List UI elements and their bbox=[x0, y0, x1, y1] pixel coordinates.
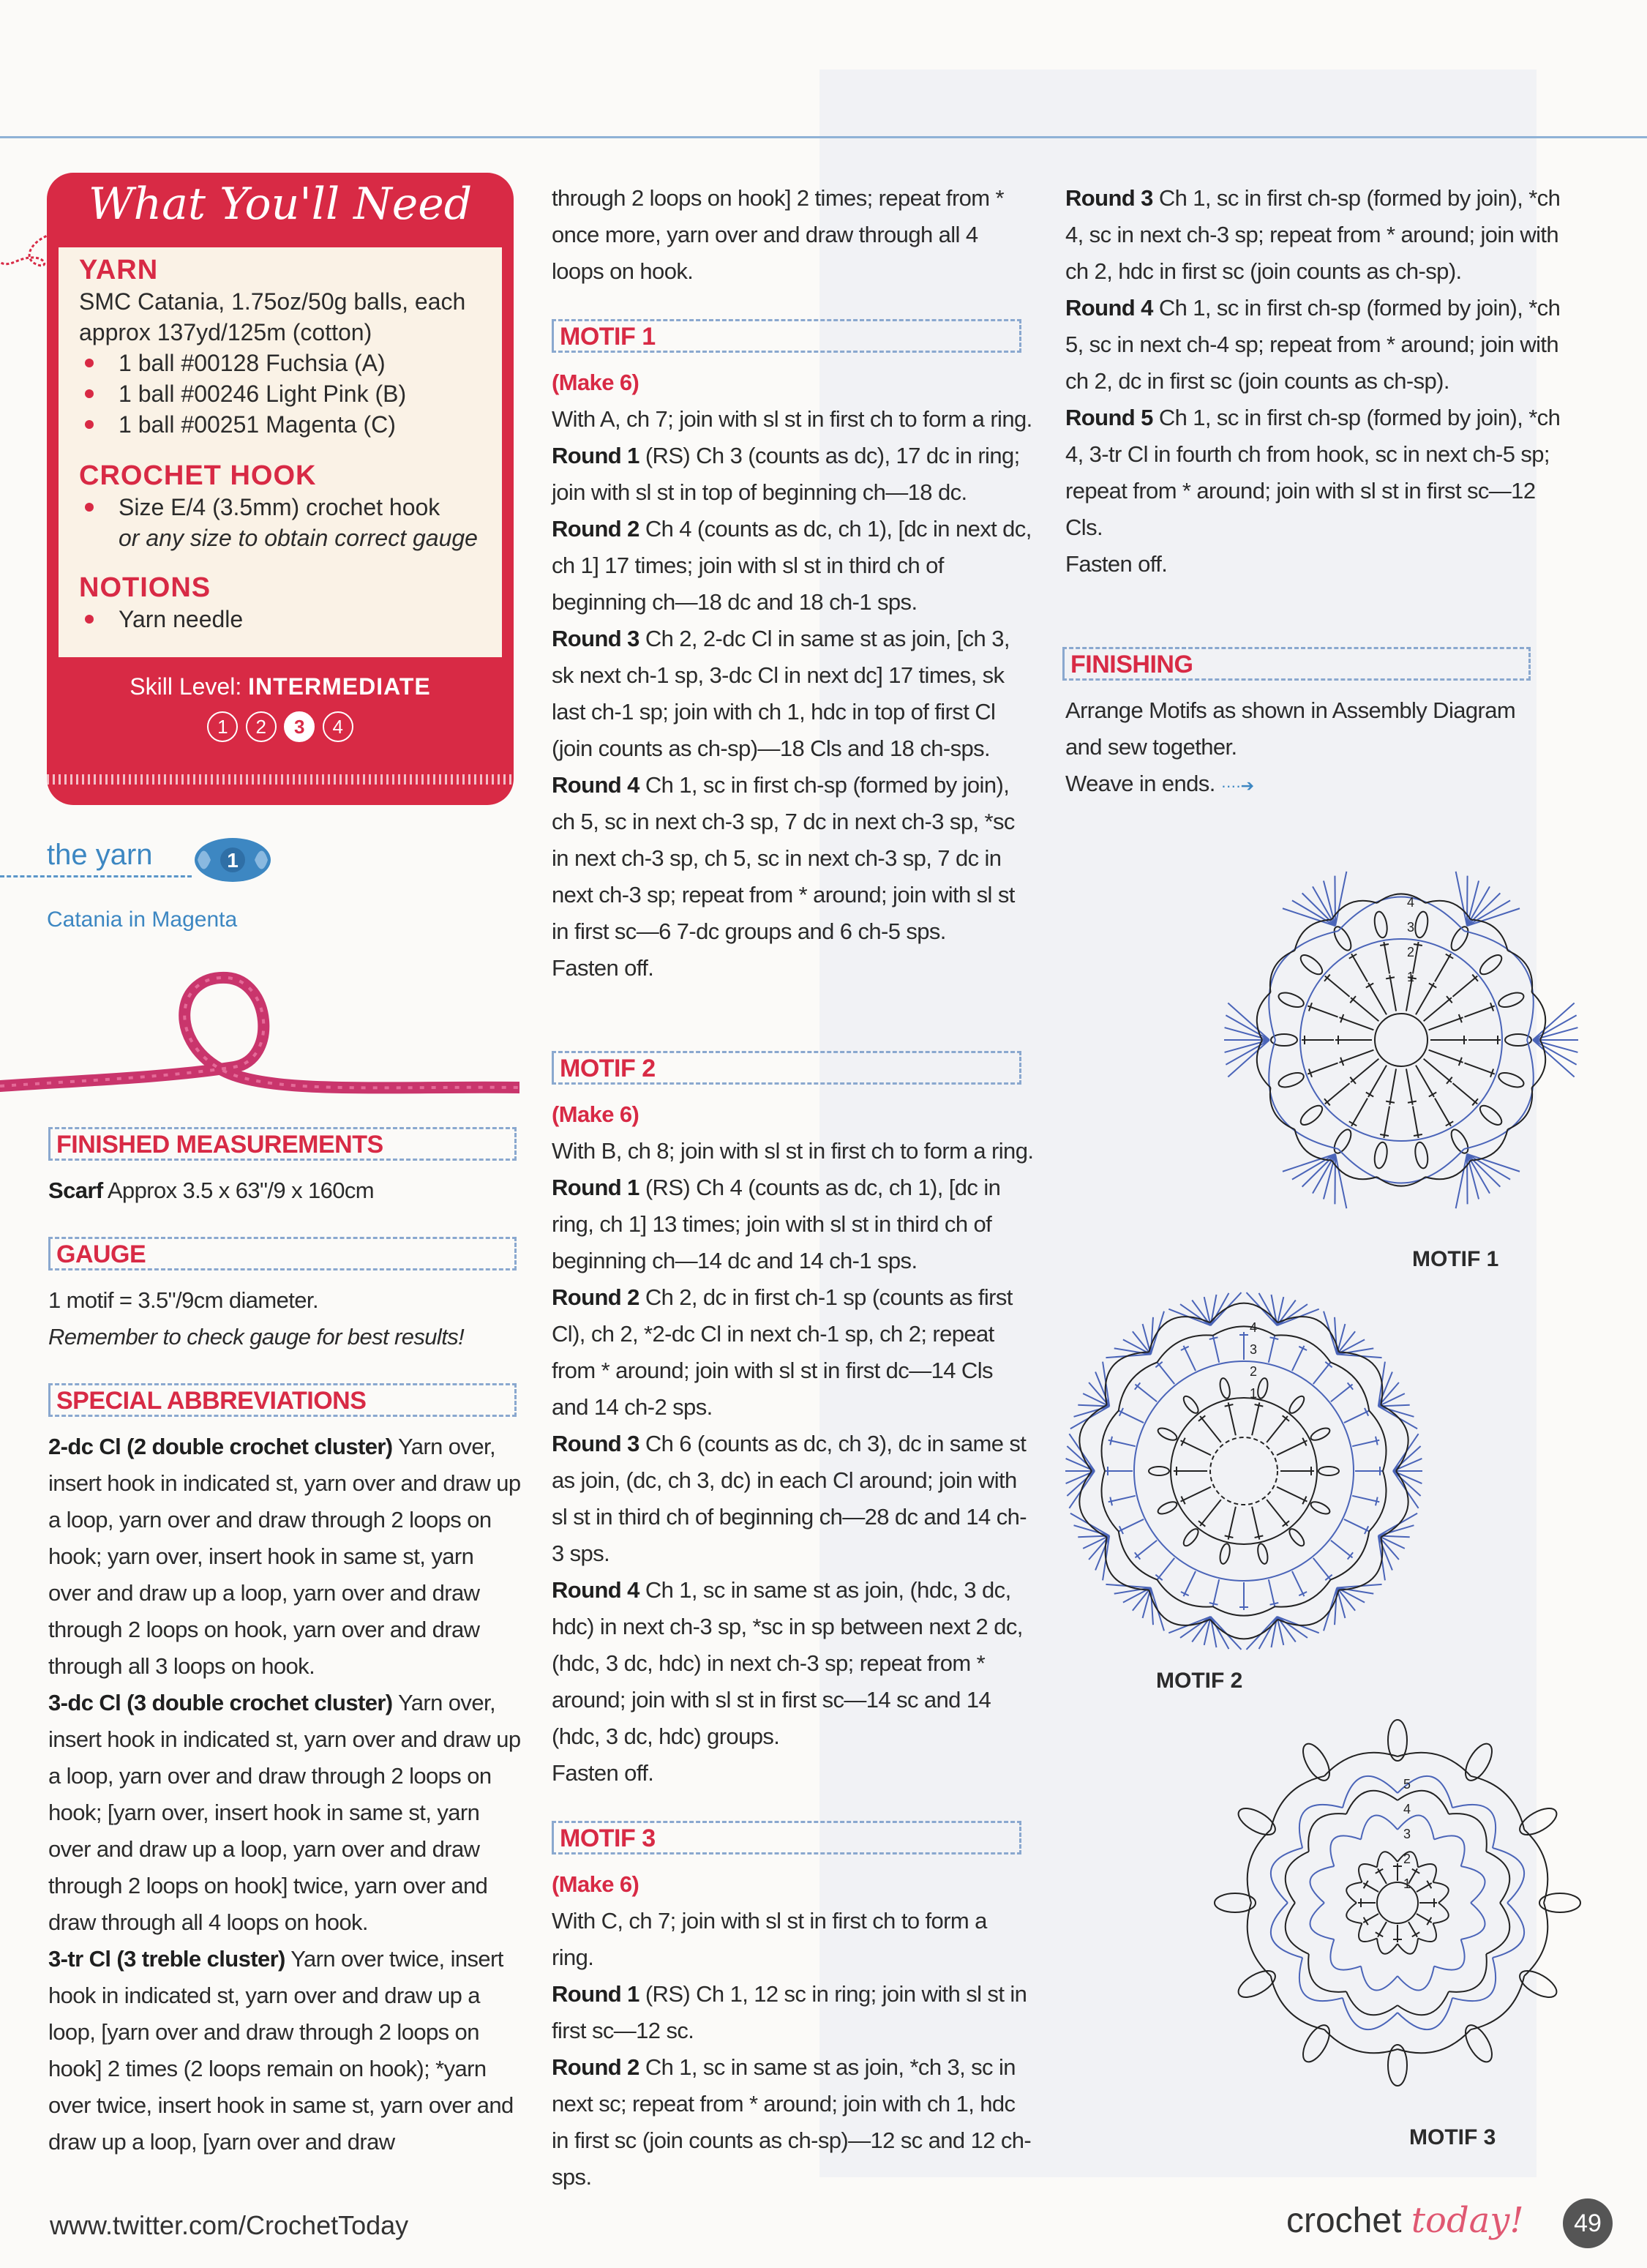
round5-chain bbox=[1524, 1830, 1547, 1903]
round2-chain bbox=[1377, 1852, 1397, 1867]
round1-dc bbox=[1267, 1500, 1288, 1526]
round3-cluster bbox=[1497, 1070, 1526, 1090]
yarn-item: 1 ball #00251 Magenta (C) bbox=[79, 409, 489, 440]
round5-chain bbox=[1324, 1753, 1397, 1776]
round4-chain bbox=[1271, 1848, 1302, 1903]
round1-dc bbox=[1277, 1440, 1307, 1455]
round3-dc bbox=[1331, 1385, 1353, 1402]
round3-chain bbox=[1330, 1835, 1361, 1866]
cluster-continuation: through 2 loops on hook] 2 times; repeat from * once more, yarn over and draw through all 4 loops on hook. bbox=[552, 185, 1005, 284]
round2-dc bbox=[1464, 1006, 1494, 1017]
round3-chain bbox=[1508, 951, 1533, 992]
round1-sc bbox=[1412, 1869, 1419, 1874]
round4-chain-inner bbox=[1286, 1903, 1309, 1954]
yarn-dash bbox=[0, 875, 192, 877]
round4-chain bbox=[1299, 1805, 1343, 1848]
round2-cluster bbox=[1149, 1467, 1169, 1475]
level-3-active: 3 bbox=[284, 711, 315, 742]
round2-cluster bbox=[1309, 1426, 1331, 1442]
stitch-edge bbox=[47, 774, 514, 785]
round4-chain bbox=[1452, 1958, 1496, 2001]
round4-chain bbox=[1338, 1149, 1464, 1183]
round3-cluster bbox=[1298, 951, 1326, 977]
abbreviation-item: 3-tr Cl (3 treble cluster) Yarn over twice, insert hook in indicated st, yarn over and draw up a loop, [yarn over and draw through 2 loops on hook] 2 times (2 loops remain on hook); *yarn over twice, insert hook in same st, yarn over and draw up a loop, [yarn over and draw bbox=[48, 1946, 514, 2155]
round5-chain bbox=[1397, 2029, 1471, 2053]
skill-value: INTERMEDIATE bbox=[248, 673, 431, 700]
round3-dc bbox=[1376, 1497, 1378, 1506]
motif1-heading: MOTIF 1 bbox=[552, 319, 1021, 353]
round3-chain bbox=[1377, 894, 1425, 902]
round3-chain bbox=[1377, 1177, 1425, 1186]
round3-chain bbox=[1310, 1866, 1334, 1903]
round3-dc bbox=[1110, 1497, 1112, 1506]
hook-note: or any size to obtain correct gauge bbox=[119, 525, 478, 551]
round3-dc bbox=[1110, 1437, 1112, 1445]
yarn-item: 1 ball #00128 Fuchsia (A) bbox=[79, 348, 489, 378]
round4-chain-inner bbox=[1397, 1991, 1449, 2015]
round1-dc bbox=[1366, 984, 1373, 988]
finishing-heading: FINISHING bbox=[1062, 647, 1531, 681]
special-abbreviations-heading: SPECIAL ABBREVIATIONS bbox=[48, 1383, 517, 1417]
round3-cluster bbox=[1331, 924, 1354, 953]
finishing-text: Arrange Motifs as shown in Assembly Diagram and sew together. Weave in ends. ····➔ bbox=[1065, 697, 1516, 796]
yarn-name: Catania in Magenta bbox=[47, 907, 238, 932]
round4-chain bbox=[1493, 1903, 1524, 1958]
motif2-heading: MOTIF 2 bbox=[552, 1051, 1021, 1085]
round3-chain bbox=[1361, 1815, 1397, 1839]
round2-dc bbox=[1435, 1099, 1451, 1126]
round3-dc bbox=[1158, 1362, 1175, 1384]
round1-dc bbox=[1368, 1066, 1387, 1097]
round4-chain-inner bbox=[1286, 1852, 1309, 1903]
motif3-rounds-cont: Round 3 Ch 1, sc in first ch-sp (formed by join), *ch 4, sc in next ch-3 sp; repeat from * around; join with ch 2, hdc in first sc (join counts as ch-sp). Round 4 Ch 1, sc in first ch-sp (formed by join), *ch 5, sc in next ch-4 sp; repeat from * around; join with ch 2, dc in first sc (join counts as ch-sp). Round 5 Ch 1, sc in first ch-sp (formed by join), *ch 4, 3-tr Cl in fourth ch from hook, sc in next ch-5 sp; repeat from * around; join with sl st in first sc—12 Cls. Fasten off. bbox=[1065, 185, 1561, 577]
round4-chain-inner bbox=[1449, 1954, 1487, 1992]
round2-chain bbox=[1377, 1938, 1397, 1953]
what-youll-need-box bbox=[47, 173, 514, 805]
round2-dc bbox=[1452, 1083, 1477, 1104]
round3-dc bbox=[1184, 1571, 1196, 1596]
round1-dc bbox=[1429, 1092, 1436, 1096]
yarn-heading: YARN bbox=[79, 255, 159, 285]
round3-cluster bbox=[1448, 1127, 1471, 1156]
round4-edge bbox=[1339, 1537, 1383, 1590]
round2-cluster bbox=[1256, 1543, 1269, 1565]
round3-dc bbox=[1269, 1579, 1275, 1606]
round3-chain bbox=[1434, 1939, 1465, 1970]
round4-fan bbox=[1533, 1015, 1577, 1040]
round2-chain bbox=[1359, 1923, 1377, 1942]
round1-dc bbox=[1416, 983, 1434, 1014]
round3-cluster bbox=[1373, 1141, 1389, 1169]
round1-dc bbox=[1408, 1101, 1417, 1103]
round4-edge bbox=[1106, 1537, 1149, 1590]
round1-dc bbox=[1424, 1059, 1452, 1082]
notions-heading: NOTIONS bbox=[79, 572, 211, 603]
yarn-loop-image bbox=[0, 951, 519, 1120]
round1-dc bbox=[1351, 998, 1378, 1021]
hook-item: Size E/4 (3.5mm) crochet hook bbox=[79, 492, 489, 523]
round4-fan bbox=[1335, 872, 1346, 926]
round4-fan bbox=[1456, 872, 1467, 926]
page-number: 49 bbox=[1563, 2198, 1613, 2248]
round4-chain bbox=[1464, 931, 1534, 1040]
round1-dc bbox=[1267, 1416, 1288, 1442]
round3-cluster bbox=[1277, 990, 1305, 1010]
round3-dc bbox=[1313, 1362, 1331, 1384]
motif3-instructions: (Make 6) With C, ch 7; join with sl st in first ch to form a ring. Round 1 (RS) Ch 1, 12 sc in ring; join with sl st in first sc—12 sc. Round 2 Ch 1, sc in same st as join, *ch 3, sc in next sc; repeat from * around; join with ch 1, hdc in first sc (join counts as ch-sp)—12 sc and 12 ch-sps. bbox=[552, 1871, 1032, 2190]
level-4: 4 bbox=[323, 711, 353, 742]
round4-chain-inner bbox=[1486, 1903, 1509, 1954]
round3-chain bbox=[1361, 1966, 1397, 1991]
round3-chain bbox=[1425, 1161, 1471, 1180]
round3-dc bbox=[1270, 1603, 1279, 1605]
round3-chain bbox=[1434, 1835, 1465, 1866]
round1-dc bbox=[1228, 1507, 1236, 1540]
round3-dc bbox=[1292, 1571, 1304, 1596]
round3-dc bbox=[1158, 1558, 1175, 1580]
round3-dc bbox=[1352, 1440, 1379, 1446]
round3-dc bbox=[1184, 1346, 1196, 1371]
round1-sc bbox=[1427, 1881, 1431, 1888]
round3-chain bbox=[1310, 1903, 1334, 1939]
round3-dc bbox=[1331, 1541, 1353, 1558]
gauge-heading: GAUGE bbox=[48, 1237, 517, 1270]
round5-chain bbox=[1397, 1753, 1471, 1776]
yarn-item: 1 ball #00246 Light Pink (B) bbox=[79, 378, 489, 409]
round1-dc bbox=[1252, 1402, 1259, 1435]
round2-dc bbox=[1446, 1121, 1453, 1126]
round4-chain bbox=[1269, 931, 1338, 1040]
round2-cluster bbox=[1156, 1426, 1178, 1442]
round2-cluster bbox=[1309, 1500, 1331, 1516]
round3-chain bbox=[1508, 1088, 1533, 1129]
abbreviation-list bbox=[48, 1429, 521, 2160]
round4-chain-inner bbox=[1346, 1991, 1397, 2015]
round1-dc bbox=[1389, 1068, 1396, 1104]
top-rule bbox=[0, 136, 1647, 138]
round2-dc bbox=[1446, 954, 1453, 959]
round3-dc bbox=[1292, 1346, 1304, 1371]
round2-dc bbox=[1464, 1063, 1494, 1074]
round2-cluster bbox=[1318, 1467, 1339, 1475]
brand-logo: crochet today! bbox=[1286, 2200, 1524, 2241]
round2-dc bbox=[1351, 1099, 1368, 1126]
round3-chain bbox=[1461, 1903, 1485, 1939]
round1-sc bbox=[1376, 1869, 1383, 1874]
round-number: 2 bbox=[1250, 1364, 1258, 1379]
yarn-weight-icon bbox=[189, 834, 277, 886]
round3-cluster bbox=[1497, 990, 1526, 1010]
gauge-text: 1 motif = 3.5"/9cm diameter. Remember to check gauge for best results! bbox=[48, 1287, 465, 1350]
round2-chain bbox=[1397, 1938, 1418, 1953]
motif2-diagram bbox=[1039, 1273, 1449, 1669]
round2-dc bbox=[1349, 954, 1357, 959]
round3-cluster bbox=[1277, 1070, 1305, 1090]
round4-chain bbox=[1343, 1998, 1397, 2029]
round3-dc bbox=[1269, 1336, 1275, 1363]
motif2-caption: MOTIF 2 bbox=[1156, 1669, 1243, 1693]
round4-edge bbox=[1106, 1352, 1149, 1404]
round4-chain bbox=[1299, 1958, 1343, 2001]
round2-dc bbox=[1349, 1121, 1357, 1126]
round4-chain-inner bbox=[1308, 1814, 1346, 1852]
round3-dc bbox=[1213, 1336, 1219, 1363]
round2-dc bbox=[1414, 1134, 1422, 1136]
round2-chain bbox=[1134, 1361, 1354, 1581]
round4-fan bbox=[1226, 1040, 1269, 1065]
round4-chain-inner bbox=[1346, 1791, 1397, 1814]
round4-chain bbox=[1338, 897, 1464, 932]
notions-item: Yarn needle bbox=[79, 604, 489, 635]
round1-dc bbox=[1255, 1404, 1264, 1407]
round3-chain bbox=[1397, 1966, 1434, 1991]
round1-dc bbox=[1339, 1050, 1373, 1063]
round3-dc bbox=[1270, 1337, 1279, 1339]
round-number: 1 bbox=[1250, 1386, 1258, 1401]
motif3-diagram bbox=[1207, 1705, 1588, 2115]
round2-dc bbox=[1380, 944, 1389, 946]
round2-cluster bbox=[1156, 1500, 1178, 1516]
round3-chain bbox=[1270, 951, 1295, 992]
round-number: 1 bbox=[1407, 970, 1415, 984]
round2-dc bbox=[1351, 954, 1368, 981]
round4-fan bbox=[1467, 876, 1468, 927]
round-number: 4 bbox=[1250, 1320, 1258, 1335]
round3-dc bbox=[1213, 1579, 1219, 1606]
round2-cluster bbox=[1287, 1527, 1307, 1548]
round3-chain bbox=[1332, 901, 1377, 920]
round1-sc bbox=[1412, 1932, 1419, 1936]
round4-edge bbox=[1210, 1303, 1278, 1323]
round1-dc bbox=[1368, 983, 1387, 1014]
round3-chain bbox=[1270, 1088, 1295, 1129]
round2-chain bbox=[1346, 1903, 1362, 1923]
round3-cluster bbox=[1298, 1102, 1326, 1128]
round2-dc bbox=[1308, 1063, 1338, 1074]
ring bbox=[1210, 1437, 1278, 1505]
the-yarn-label: the yarn bbox=[47, 839, 153, 871]
round4-fan bbox=[1533, 1040, 1577, 1065]
round4-chain bbox=[1452, 1805, 1496, 1848]
round2-dc bbox=[1452, 976, 1477, 997]
round1-dc bbox=[1225, 1404, 1234, 1407]
round2-dc bbox=[1325, 976, 1350, 997]
round-number: 3 bbox=[1250, 1342, 1258, 1357]
round3-dc bbox=[1119, 1519, 1144, 1531]
round1-dc bbox=[1200, 1416, 1221, 1442]
round1-dc bbox=[1339, 1017, 1373, 1030]
round1-sc bbox=[1376, 1932, 1383, 1936]
hook-heading: CROCHET HOOK bbox=[79, 460, 317, 491]
round3-dc bbox=[1352, 1496, 1379, 1502]
round2-dc bbox=[1308, 1006, 1338, 1017]
skill-level-dots bbox=[47, 711, 514, 742]
round2-dc bbox=[1384, 1107, 1389, 1138]
need-inner-panel bbox=[59, 247, 502, 657]
round1-dc bbox=[1429, 984, 1436, 988]
round2-chain bbox=[1418, 1864, 1436, 1882]
round-number: 3 bbox=[1403, 1827, 1411, 1841]
abbreviation-item: 2-dc Cl (2 double crochet cluster) Yarn over, insert hook in indicated st, yarn over and draw up a loop, yarn over and draw through 2 loops on hook; yarn over, insert hook in same st, yarn over and draw up a loop, yarn over and draw through 2 loops on hook, yarn over and draw through all 3 loops on hook. bbox=[48, 1434, 521, 1679]
round3-cluster bbox=[1477, 1102, 1505, 1128]
round4-chain-inner bbox=[1449, 1814, 1487, 1852]
round1-dc bbox=[1181, 1487, 1211, 1502]
round3-cluster bbox=[1331, 1127, 1354, 1156]
round1-dc bbox=[1200, 1500, 1221, 1526]
round4-chain bbox=[1493, 1848, 1524, 1903]
round5-chain bbox=[1248, 1903, 1271, 1976]
round3-dc bbox=[1135, 1541, 1157, 1558]
round3-chain bbox=[1425, 901, 1471, 920]
round4-chain-inner bbox=[1486, 1852, 1509, 1903]
round2-dc bbox=[1413, 1107, 1419, 1138]
round1-dc bbox=[1252, 1507, 1259, 1540]
round2-dc bbox=[1435, 954, 1451, 981]
motif1-caption: MOTIF 1 bbox=[1412, 1247, 1499, 1271]
round-number: 1 bbox=[1403, 1876, 1411, 1891]
round1-sc bbox=[1427, 1917, 1431, 1925]
round3-dc bbox=[1313, 1558, 1331, 1580]
round3-cluster bbox=[1414, 910, 1430, 938]
round3-dc bbox=[1209, 1603, 1218, 1605]
round-number: 4 bbox=[1407, 895, 1415, 910]
round2-chain bbox=[1359, 1864, 1377, 1882]
round1-dc bbox=[1228, 1402, 1236, 1435]
finished-measurements-heading: FINISHED MEASUREMENTS bbox=[48, 1127, 517, 1161]
round2-cluster bbox=[1218, 1543, 1231, 1565]
round2-chain bbox=[1433, 1882, 1448, 1903]
round1-dc bbox=[1429, 1017, 1463, 1030]
round1-dc bbox=[1389, 975, 1396, 1011]
round4-chain-inner bbox=[1308, 1954, 1346, 1992]
continue-arrow-icon: ····➔ bbox=[1220, 776, 1254, 795]
round1-dc bbox=[1225, 1535, 1234, 1538]
round3-cluster bbox=[1448, 924, 1471, 953]
round3-dc bbox=[1344, 1411, 1369, 1423]
round-number: 2 bbox=[1407, 945, 1415, 959]
round5-chain bbox=[1324, 2029, 1397, 2053]
round3-cluster bbox=[1414, 1141, 1430, 1169]
round2-dc bbox=[1380, 1134, 1389, 1136]
level-2: 2 bbox=[246, 711, 277, 742]
round3-dc bbox=[1108, 1496, 1136, 1502]
round4-chain bbox=[1271, 1903, 1302, 1958]
motif3-heading: MOTIF 3 bbox=[552, 1821, 1021, 1855]
round3-chain bbox=[1330, 1939, 1361, 1970]
round3-dc bbox=[1344, 1519, 1369, 1531]
motif1-diagram bbox=[1222, 861, 1580, 1278]
round3-chain bbox=[1461, 1866, 1485, 1903]
hook-thread-icon bbox=[0, 220, 51, 285]
motif1-instructions: (Make 6) With A, ch 7; join with sl st in first ch to form a ring. Round 1 (RS) Ch 3 (counts as dc), 17 dc in ring; join with sl st in top of beginning ch—18 dc. Round 2 Ch 4 (counts as dc, ch 1), [dc in next dc, ch 1] 17 times; join with sl st in third ch of beginning ch—18 dc and 18 ch-1 sps. Round 3 Ch 2, 2-dc Cl in same st as join, [ch 3, sk next ch-1 sp, 3-dc Cl in next dc] 17 times, sk last ch-1 sp; join with ch 1, hdc in top of first Cl (join counts as ch-sp)—18 Cls and 18 ch-sps. Round 4 Ch 1, sc in first ch-sp (formed by join), ch 5, sc in next ch-3 sp, 7 dc in next ch-3 sp, *sc in next ch-3 sp, ch 5, sc in next ch-3 sp, 7 dc in next ch-3 sp; repeat from * around; join with sl st in first sc—6 7-dc groups and 6 ch-5 sps. Fasten off. bbox=[552, 370, 1032, 981]
round2-cluster bbox=[1181, 1527, 1201, 1548]
round4-chain bbox=[1464, 1040, 1534, 1149]
round1-dc bbox=[1416, 1066, 1434, 1097]
round2-dc bbox=[1384, 942, 1389, 973]
round3-dc bbox=[1135, 1385, 1157, 1402]
round2-chain bbox=[1346, 1882, 1362, 1903]
round4-fan bbox=[1467, 1154, 1468, 1205]
round1-sc bbox=[1364, 1917, 1368, 1925]
round1-dc bbox=[1277, 1487, 1307, 1502]
yarn-description: SMC Catania, 1.75oz/50g balls, each approx 137yd/125m (cotton) bbox=[79, 288, 466, 345]
round2-cluster bbox=[1256, 1377, 1269, 1399]
yarn-weight-number: 1 bbox=[227, 849, 239, 872]
skill-level bbox=[47, 673, 514, 700]
round-number: 5 bbox=[1403, 1777, 1411, 1792]
round3-cluster bbox=[1373, 910, 1389, 938]
round-number: 4 bbox=[1403, 1802, 1411, 1816]
round1-dc bbox=[1386, 1101, 1395, 1103]
round4-fan bbox=[1456, 1154, 1467, 1208]
round1-dc bbox=[1181, 1440, 1211, 1455]
round3-cluster bbox=[1477, 951, 1505, 977]
round1-dc bbox=[1424, 998, 1452, 1021]
round3-dc bbox=[1209, 1337, 1218, 1339]
round5-chain bbox=[1248, 1830, 1271, 1903]
twitter-url[interactable]: www.twitter.com/CrochetToday bbox=[50, 2210, 409, 2240]
round1-sc bbox=[1364, 1881, 1368, 1888]
round3-chain bbox=[1332, 1161, 1377, 1180]
round2-chain bbox=[1433, 1903, 1448, 1923]
round4-edge bbox=[1339, 1352, 1383, 1404]
round3-dc bbox=[1376, 1437, 1378, 1445]
round-number: 3 bbox=[1407, 920, 1415, 935]
need-title: What You'll Need bbox=[88, 179, 473, 230]
round2-dc bbox=[1414, 944, 1422, 946]
abbreviation-item: 3-dc Cl (3 double crochet cluster) Yarn over, insert hook in indicated st, yarn over and draw up a loop, yarn over and draw through 2 loops on hook; [yarn over, insert hook in same st, yarn over and draw up a loop, yarn over and draw through 2 loops on hook] twice, yarn over and draw through all 4 loops on hook. bbox=[48, 1690, 521, 1935]
round1-dc bbox=[1255, 1535, 1264, 1538]
round4-fan bbox=[1226, 1015, 1269, 1040]
ring bbox=[1375, 1014, 1427, 1066]
skill-label: Skill Level: bbox=[130, 673, 242, 700]
round2-cluster bbox=[1181, 1394, 1201, 1415]
round4-fan bbox=[1335, 1154, 1346, 1208]
motif3-caption: MOTIF 3 bbox=[1409, 2125, 1496, 2149]
round1-dc bbox=[1406, 1068, 1413, 1104]
round4-chain bbox=[1397, 1998, 1452, 2029]
round2-cluster bbox=[1287, 1394, 1307, 1415]
round1-dc bbox=[1386, 977, 1395, 978]
round4-chain bbox=[1269, 1040, 1338, 1149]
round-number: 2 bbox=[1403, 1852, 1411, 1866]
level-1: 1 bbox=[207, 711, 238, 742]
round5-chain bbox=[1524, 1903, 1547, 1976]
round1-dc bbox=[1351, 1059, 1378, 1082]
round1-dc bbox=[1429, 1050, 1463, 1063]
finished-measurements: Scarf Approx 3.5 x 63"/9 x 160cm bbox=[48, 1178, 375, 1203]
round3-dc bbox=[1119, 1411, 1144, 1423]
motif2-instructions: (Make 6) With B, ch 8; join with sl st in first ch to form a ring. Round 1 (RS) Ch 4 (counts as dc, ch 1), [dc in ring, ch 1] 13 times; join with sl st in third ch of beginning ch—14 dc and 14 ch-1 sps. Round 2 Ch 2, dc in first ch-1 sp (counts as first Cl), ch 2, *2-dc Cl in next ch-1 sp, ch 2; repeat from * around; join with sl st in first dc—14 Cls and 14 ch-2 sps. Round 3 Ch 6 (counts as dc, ch 3), dc in same st as join, (dc, ch 3, dc) in each Cl around; join with sl st in third ch of beginning ch—28 dc and 14 ch-3 sps. Round 4 Ch 1, sc in same st as join, (hdc, 3 dc, hdc) in next ch-3 sp, *sc in sp between next 2 dc, (hdc, 3 dc, hdc) in next ch-3 sp; repeat from * around; join with sl st in first sc—14 sc and 14 (hdc, 3 dc, hdc) groups. Fasten off. bbox=[552, 1101, 1034, 1786]
round4-chain bbox=[1343, 1776, 1397, 1808]
round3-dc bbox=[1108, 1440, 1136, 1446]
round4-edge bbox=[1210, 1620, 1278, 1639]
ring bbox=[1377, 1882, 1418, 1923]
round1-dc bbox=[1366, 1092, 1373, 1096]
round2-dc bbox=[1325, 1083, 1350, 1104]
round2-chain bbox=[1418, 1923, 1436, 1942]
round2-cluster bbox=[1218, 1377, 1231, 1399]
